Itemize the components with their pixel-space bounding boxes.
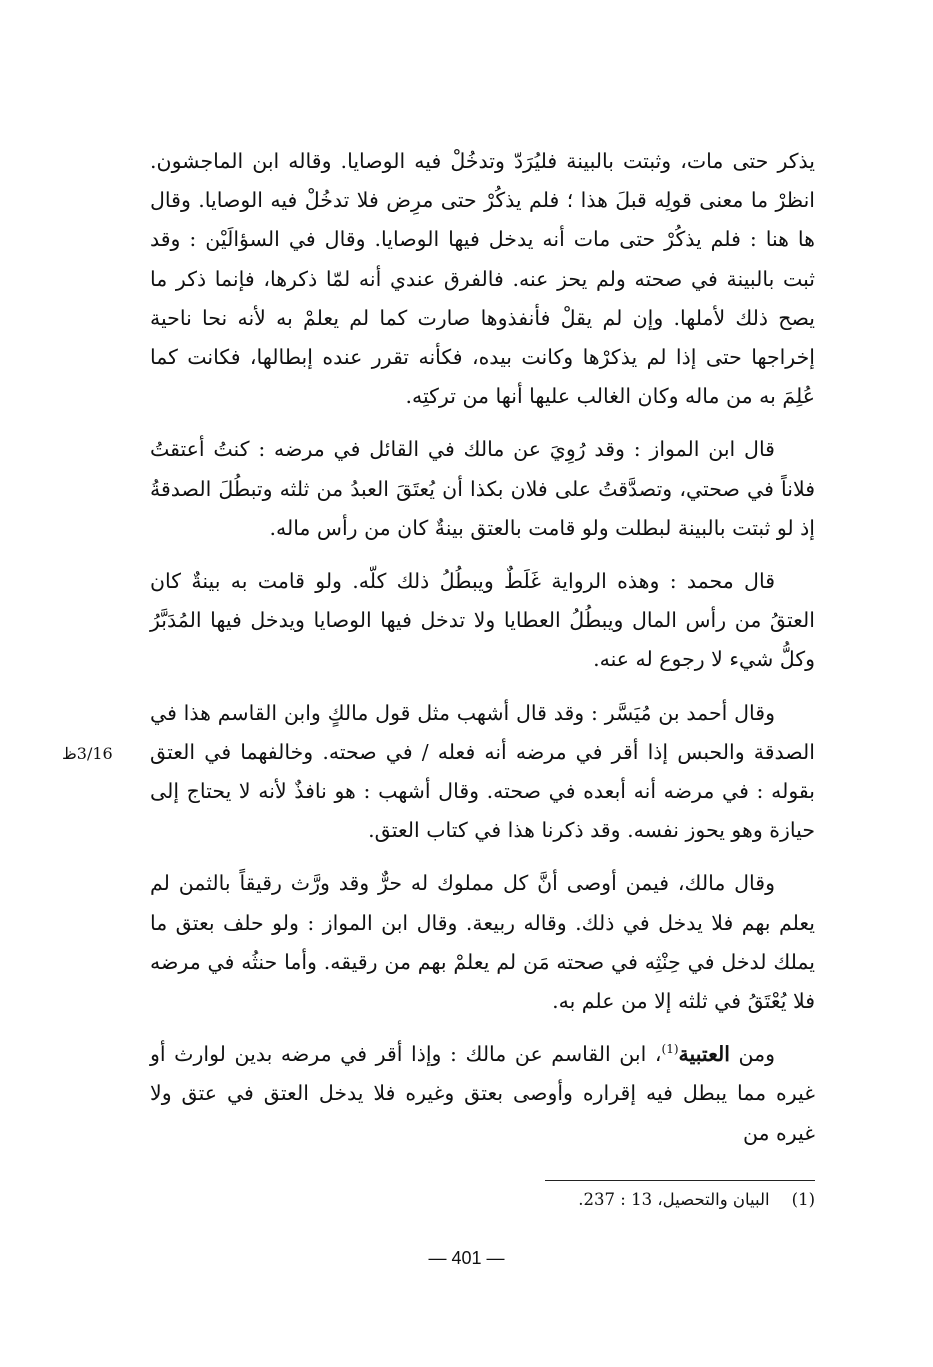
footnote-text: البيان والتحصيل، 13 : 237. — [578, 1190, 770, 1209]
paragraph-2: قال ابن المواز : وقد رُوِيَ عن مالك في القائل في مرضه : كنتُ أعتقتُ فلاناً في صحتي، وتصدَّقتُ على فلان بكذا أن يُعتَقَ العبدُ من ثلثه وتبطُلَ الصدقةُ إذ لو ثبتت بالبينة لبطلت ولو قامت بالعتق بينةٌ كان من رأس ماله. — [150, 437, 815, 540]
paragraph-1: يذكر حتى مات، وثبتت بالبينة فليُرَدّ وتدخُلْ فيه الوصايا. وقاله ابن الماجشون. انظرْ ما معنى قولِه قبلَ هذا ؛ فلم يذكُرْ حتى مرِض فلا تدخُلْ فيه الوصايا. وقال ها هنا : فلم يذكُرْ حتى مات أنه يدخل فيها الوصايا. وقال في السؤالَيْن : وقد ثبت بالبينة في صحته ولم يحز عنه. فالفرق عندي أنه لمّا ذكرها، فإنما ذكر ما يصح ذلك لأملها. وإن لم يقلْ فأنفذوها صارت كما لم يعلمْ به لأنه نحا ناحية إخراجها حتى إذا لم يذكرْها وكانت بيده، فكأنه تقرر عنده إبطالها، فكانت كما عُلِمَ به من ماله وكان الغالب عليها أنها من تركتِه. — [150, 149, 815, 409]
page-number: — 401 — — [428, 1248, 505, 1268]
paragraph-6-lead: ومن — [729, 1042, 775, 1067]
source-title: العتبية — [678, 1042, 730, 1067]
paragraph-6 — [150, 1035, 815, 1153]
footnote-number: (1) — [791, 1190, 815, 1209]
paragraph-5: وقال مالك، فيمن أوصى أنَّ كل مملوك له حرٌّ وقد ورَّث رقيقاً بالثمن لم يعلم بهم فلا يدخل في ذلك. وقاله ربيعة. وقال ابن المواز : ولو حلف بعتق ما يملك لدخل في حِنْثِه في صحته مَن لم يعلمْ بهم من رقيقه. وأما حنثُه في مرضه فلا يُعْتَقُ في ثلثه إلا من علم به. — [150, 871, 815, 1014]
margin-folio-note: 3/16ظ — [62, 744, 113, 763]
main-text — [150, 142, 815, 1167]
footnote-reference[interactable]: (1) — [661, 1042, 679, 1057]
paragraph-4: وقال أحمد بن مُيَسَّر : وقد قال أشهب مثل قول مالكٍ وابن القاسم هذا في الصدقة والحبس إذا أقر في مرضه أنه فعله / في صحته. وخالفهما في العتق بقوله : في مرضه أنه أبعده في صحته. وقال أشهب : هو نافذٌ لأنه لا يحتاج إلى حيازة وهو يحوز نفسه. وقد ذكرنا هذا في كتاب العتق. — [150, 700, 815, 843]
paragraph-6-text: ، ابن القاسم عن مالك : وإذا أقر في مرضه بدين لوارث أو غيره مما يبطل فيه إقراره وأوصى بعتق وغيره فلا يدخل العتق في عتق ولا غيره من — [150, 1042, 815, 1145]
footnote-divider — [545, 1180, 815, 1181]
paragraph-3: قال محمد : وهذه الرواية غَلَطٌ ويبطُلُ ذلك كلّه. ولو قامت به بينةٌ كان العتقُ من رأس المال ويبطُلُ العطايا ولا تدخل فيها الوصايا ويدخل فيها المُدَبَّرُ وكلُّ شيء لا رجوع له عنه. — [150, 569, 815, 672]
footnote — [500, 1186, 815, 1214]
